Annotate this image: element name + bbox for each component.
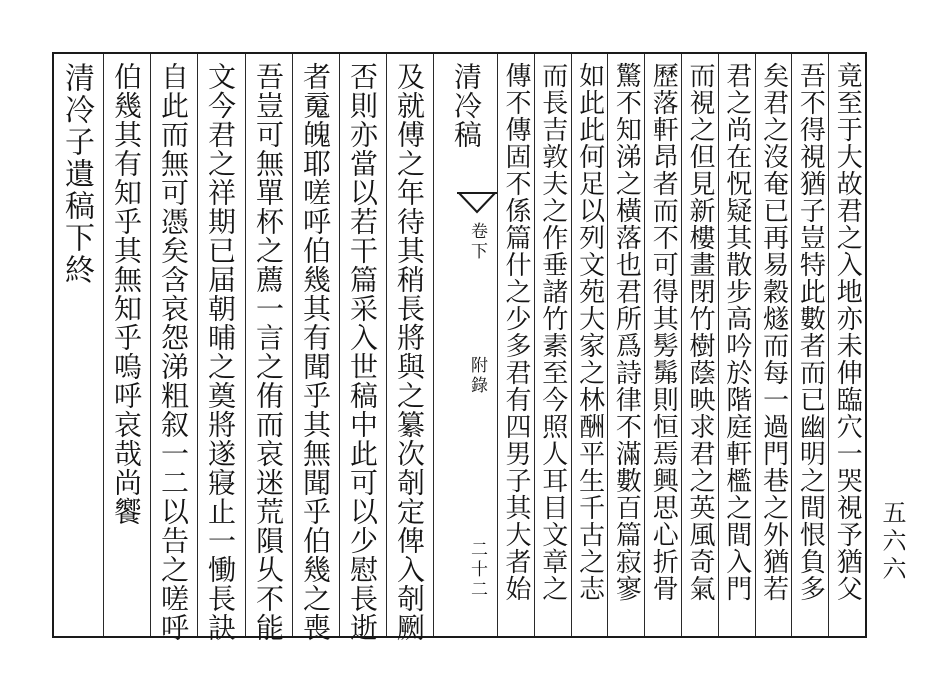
text-column: 而視之但見新樓畫閉竹樹蔭映求君之英風奇氣 [685, 62, 715, 602]
text-column: 自此而無可憑矣含哀怨涕粗叙一二以告之嗟呼 [157, 62, 190, 642]
text-column: 文今君之祥期已届朝晡之奠將遂寢止一慟長訣 [204, 62, 237, 642]
margin-section: 附錄 [467, 356, 487, 396]
margin-folio: 二十二 [467, 540, 487, 600]
text-column: 傳不傳固不係篇什之少多君有四男子其大者始 [501, 62, 531, 602]
column-rule [245, 54, 246, 636]
text-column: 者䰟魄耶嗟呼伯幾其有聞乎其無聞乎伯幾之喪 [299, 62, 332, 642]
column-rule [534, 54, 535, 636]
column-rule [791, 54, 792, 636]
column-rule [571, 54, 572, 636]
text-column: 伯幾其有知乎其無知乎嗚呼哀哉尚饗 [110, 62, 143, 526]
page-number: 五六六 [878, 500, 906, 584]
text-column: 如此此何足以列文苑大家之林酬平生千古之志 [574, 62, 605, 602]
text-column: 驚不知涕之橫落也君所爲詩律不滿數百篇寂寥 [611, 62, 642, 602]
margin-volume: 卷下 [467, 222, 487, 262]
text-column: 吾豈可無單杯之薦一言之侑而哀迷荒隕乆不能 [252, 62, 285, 642]
column-rule [292, 54, 293, 636]
text-column: 君之尚在怳疑其散步高吟於階庭軒檻之間入門 [721, 62, 752, 602]
column-rule [150, 54, 151, 636]
text-column: 及就傅之年待其稍長將與之纂次剞定俾入剞劂 [393, 62, 426, 642]
text-column: 否則亦當以若干篇采入世稿中此可以少慰長逝 [346, 62, 379, 642]
text-column: 竟至于大故君之入地亦未伸臨穴一哭視予猶父 [832, 62, 863, 602]
text-column: 吾不得視猶子豈特此數者而已幽明之間恨負多 [795, 62, 826, 602]
column-rule [386, 54, 387, 636]
margin-rule [433, 54, 434, 636]
end-title-column: 清冷子遺稿下終 [59, 62, 94, 286]
margin-rule [497, 54, 498, 636]
column-rule [103, 54, 104, 636]
column-rule [681, 54, 682, 636]
margin-title: 清冷稿 [450, 62, 483, 149]
column-rule [197, 54, 198, 636]
column-rule [607, 54, 608, 636]
column-rule [339, 54, 340, 636]
text-column: 歷落軒昂者而不可得其髣髴則恒焉興思心折骨 [648, 62, 679, 602]
text-column: 而長吉敦夫之作垂諸竹素至今照人耳目文章之 [537, 62, 568, 602]
column-rule [828, 54, 829, 636]
text-column: 矣君之沒奄已再易穀燧而每一過門巷之外猶若 [758, 62, 789, 602]
fish-tail-icon [457, 192, 497, 214]
column-rule [644, 54, 645, 636]
column-rule [718, 54, 719, 636]
column-rule [755, 54, 756, 636]
